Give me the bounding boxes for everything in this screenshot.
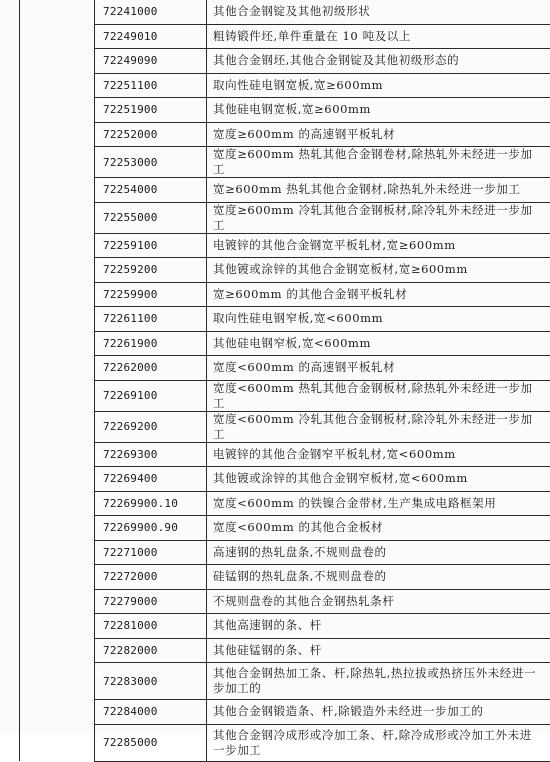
description-cell: 其他合金钢锻造条、杆,除锻造外未经进一步加工的 [207,700,550,725]
hs-code-cell: 72279000 [95,589,207,614]
description-cell: 宽≥600mm 的其他合金钢平板轧材 [207,282,550,307]
table-row [20,411,550,442]
hs-code-cell: 72251900 [95,98,207,123]
table-row [20,565,550,590]
description-cell: 宽度<600mm 的其他合金板材 [207,516,550,541]
table-row [20,589,550,614]
description-cell: 取向性硅电钢宽板,宽≥600mm [207,73,550,98]
table-row [20,202,550,233]
hs-code-cell: 72261100 [95,307,207,332]
description-cell: 宽度<600mm 的铁镍合金带材,生产集成电路框架用 [207,491,550,516]
description-cell: 粗铸锻件坯,单件重量在 10 吨及以上 [207,24,550,49]
hs-code-cell: 72284000 [95,700,207,725]
hs-code-cell: 72259200 [95,258,207,283]
description-cell: 其他合金钢冷成形或冷加工条、杆,除冷成形或冷加工外未进一步加工 [207,724,550,761]
hs-code-cell: 72249010 [95,24,207,49]
description-cell: 电镀锌的其他合金钢窄平板轧材,宽<600mm [207,442,550,467]
hs-code-cell: 72241000 [95,0,207,24]
description-cell: 高速钢的热轧盘条,不规则盘卷的 [207,540,550,565]
table-row [20,516,550,541]
hs-code-cell: 72249090 [95,49,207,74]
description-cell: 其他镀或涂锌的其他合金钢宽板材,宽≥600mm [207,258,550,283]
table-row [20,24,550,49]
table-row [20,147,550,178]
table-row [20,331,550,356]
description-cell: 其他合金钢热加工条、杆,除热轧,热拉拔或热挤压外未经进一步加工的 [207,663,550,700]
description-cell: 其他合金钢坯,其他合金钢锭及其他初级形态的 [207,49,550,74]
blank-column [20,0,95,761]
hs-code-cell: 72269400 [95,467,207,492]
table-row [20,178,550,203]
table-row [20,491,550,516]
table-row [20,0,550,24]
table-row [20,540,550,565]
description-cell: 宽度≥600mm 冷轧其他合金钢板材,除冷轧外未经进一步加工 [207,202,550,233]
description-cell: 其他硅电钢窄板,宽<600mm [207,331,550,356]
hs-code-cell: 72272000 [95,565,207,590]
description-cell: 其他高速钢的条、杆 [207,614,550,639]
hs-code-cell: 72269900.10 [95,491,207,516]
table-row [20,49,550,74]
description-cell: 其他硅电钢宽板,宽≥600mm [207,98,550,123]
table-row [20,73,550,98]
description-cell: 宽度<600mm 冷轧其他合金钢板材,除冷轧外未经进一步加工 [207,411,550,442]
table-row [20,724,550,761]
description-cell: 宽度≥600mm 的高速钢平板轧材 [207,122,550,147]
hs-code-cell: 72282000 [95,638,207,663]
table-row [20,356,550,381]
hs-code-cell: 72255000 [95,202,207,233]
description-cell: 宽度<600mm 的高速钢平板轧材 [207,356,550,381]
description-cell: 其他硅锰钢的条、杆 [207,638,550,663]
table-row [20,700,550,725]
hs-code-cell: 72269900.90 [95,516,207,541]
table-row [20,638,550,663]
hs-code-cell: 72281000 [95,614,207,639]
hs-code-cell: 72252000 [95,122,207,147]
hs-code-cell: 72269300 [95,442,207,467]
hs-code-cell: 72251100 [95,73,207,98]
description-cell: 宽度<600mm 热轧其他合金钢板材,除热轧外未经进一步加工 [207,380,550,411]
hs-code-cell: 72262000 [95,356,207,381]
table-row [20,282,550,307]
hs-code-table [19,0,550,762]
hs-code-cell: 72259100 [95,233,207,258]
description-cell: 电镀锌的其他合金钢宽平板轧材,宽≥600mm [207,233,550,258]
description-cell: 其他镀或涂锌的其他合金钢窄板材,宽<600mm [207,467,550,492]
table-row [20,258,550,283]
table-row [20,98,550,123]
description-cell: 不规则盘卷的其他合金钢热轧条杆 [207,589,550,614]
hs-code-cell: 72261900 [95,331,207,356]
hs-code-cell: 72271000 [95,540,207,565]
hs-code-cell: 72269100 [95,380,207,411]
description-cell: 宽≥600mm 热轧其他合金钢材,除热轧外未经进一步加工 [207,178,550,203]
hs-code-cell: 72254000 [95,178,207,203]
table-row [20,467,550,492]
table-row [20,442,550,467]
hs-code-cell: 72259900 [95,282,207,307]
hs-code-cell: 72285000 [95,724,207,761]
table-row [20,307,550,332]
description-cell: 取向性硅电钢窄板,宽<600mm [207,307,550,332]
table-row [20,663,550,700]
description-cell: 硅锰钢的热轧盘条,不规则盘卷的 [207,565,550,590]
hs-code-cell: 72253000 [95,147,207,178]
hs-code-cell: 72269200 [95,411,207,442]
table-row [20,233,550,258]
description-cell: 其他合金钢锭及其他初级形状 [207,0,550,24]
table-row [20,122,550,147]
description-cell: 宽度≥600mm 热轧其他合金钢卷材,除热轧外未经进一步加工 [207,147,550,178]
table-row [20,614,550,639]
hs-code-cell: 72283000 [95,663,207,700]
table-row [20,380,550,411]
